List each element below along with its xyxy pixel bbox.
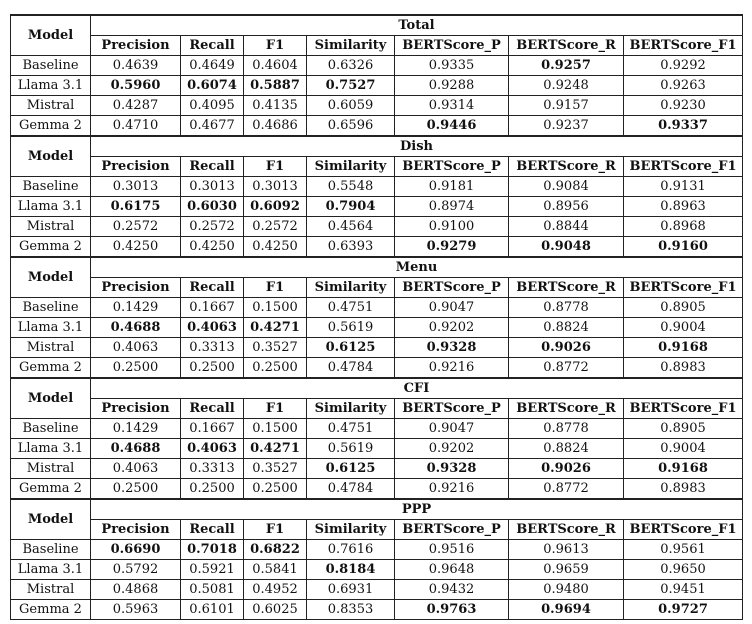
table-row (11, 217, 743, 237)
metric-cell: 0.6030 (181, 197, 244, 217)
model-name-cell: Gemma 2 (11, 479, 91, 500)
table-row (11, 298, 743, 318)
metric-cell: 0.9026 (509, 338, 624, 358)
metric-cell: 0.9026 (509, 459, 624, 479)
metric-cell: 0.1500 (244, 298, 307, 318)
metric-cell: 0.9181 (395, 177, 509, 197)
column-header-bertscore-p: BERTScore_P (395, 278, 509, 298)
metric-cell: 0.9650 (624, 560, 743, 580)
column-header-bertscore-f1: BERTScore_F1 (624, 520, 743, 540)
metric-cell: 0.4250 (91, 237, 181, 258)
section-title: PPP (91, 499, 743, 520)
metric-cell: 0.4784 (307, 479, 395, 500)
metric-cell: 0.6393 (307, 237, 395, 258)
metric-cell: 0.4952 (244, 580, 307, 600)
table-row (11, 419, 743, 439)
model-name-cell: Gemma 2 (11, 116, 91, 137)
table-row (11, 237, 743, 258)
metric-cell: 0.4063 (91, 459, 181, 479)
metric-cell: 0.2500 (244, 358, 307, 379)
metric-cell: 0.9263 (624, 76, 743, 96)
table-row (11, 459, 743, 479)
metric-cell: 0.9168 (624, 459, 743, 479)
column-header-bertscore-f1: BERTScore_F1 (624, 157, 743, 177)
metric-cell: 0.9216 (395, 358, 509, 379)
metric-cell: 0.9328 (395, 459, 509, 479)
metric-cell: 0.9288 (395, 76, 509, 96)
metric-cell: 0.7018 (181, 540, 244, 560)
metric-cell: 0.9202 (395, 439, 509, 459)
metric-cell: 0.9084 (509, 177, 624, 197)
column-header-bertscore-f1: BERTScore_F1 (624, 278, 743, 298)
metric-cell: 0.1500 (244, 419, 307, 439)
metric-cell: 0.7527 (307, 76, 395, 96)
metric-cell: 0.4686 (244, 116, 307, 137)
model-name-cell: Gemma 2 (11, 358, 91, 379)
metric-cell: 0.4649 (181, 56, 244, 76)
table-row (11, 560, 743, 580)
model-name-cell: Llama 3.1 (11, 318, 91, 338)
section-title: CFI (91, 378, 743, 399)
metric-cell: 0.9659 (509, 560, 624, 580)
model-column-header: Model (11, 499, 91, 540)
column-header-row (11, 520, 743, 540)
table-row (11, 56, 743, 76)
column-header-similarity: Similarity (307, 278, 395, 298)
metric-cell: 0.6931 (307, 580, 395, 600)
model-name-cell: Llama 3.1 (11, 560, 91, 580)
model-column-header: Model (11, 257, 91, 298)
metric-cell: 0.9335 (395, 56, 509, 76)
metric-cell: 0.9314 (395, 96, 509, 116)
column-header-recall: Recall (181, 278, 244, 298)
metric-cell: 0.9432 (395, 580, 509, 600)
metric-cell: 0.9480 (509, 580, 624, 600)
metric-cell: 0.8778 (509, 419, 624, 439)
column-header-row (11, 278, 743, 298)
model-name-cell: Mistral (11, 338, 91, 358)
model-name-cell: Baseline (11, 419, 91, 439)
metric-cell: 0.4604 (244, 56, 307, 76)
table-section-ppp (11, 499, 743, 620)
metric-cell: 0.5960 (91, 76, 181, 96)
metric-cell: 0.9004 (624, 318, 743, 338)
metric-cell: 0.2500 (244, 479, 307, 500)
metric-cell: 0.9446 (395, 116, 509, 137)
column-header-f1: F1 (244, 520, 307, 540)
metric-cell: 0.9516 (395, 540, 509, 560)
metric-cell: 0.9202 (395, 318, 509, 338)
metric-cell: 0.4287 (91, 96, 181, 116)
metric-cell: 0.6125 (307, 459, 395, 479)
metric-cell: 0.4135 (244, 96, 307, 116)
column-header-precision: Precision (91, 36, 181, 56)
column-header-f1: F1 (244, 157, 307, 177)
section-title-row (11, 257, 743, 278)
metric-cell: 0.4751 (307, 419, 395, 439)
metric-cell: 0.9237 (509, 116, 624, 137)
metric-cell: 0.4063 (181, 318, 244, 338)
results-table-container (10, 14, 743, 620)
model-column-header: Model (11, 136, 91, 177)
metric-cell: 0.4784 (307, 358, 395, 379)
metric-cell: 0.9727 (624, 600, 743, 620)
metric-cell: 0.3313 (181, 459, 244, 479)
column-header-f1: F1 (244, 399, 307, 419)
model-column-header: Model (11, 15, 91, 56)
column-header-recall: Recall (181, 157, 244, 177)
metric-cell: 0.8844 (509, 217, 624, 237)
table-row (11, 439, 743, 459)
table-section-cfi (11, 378, 743, 499)
column-header-precision: Precision (91, 157, 181, 177)
table-row (11, 197, 743, 217)
section-title: Total (91, 15, 743, 36)
metric-cell: 0.4751 (307, 298, 395, 318)
column-header-recall: Recall (181, 520, 244, 540)
table-row (11, 96, 743, 116)
metric-cell: 0.9279 (395, 237, 509, 258)
metric-cell: 0.9292 (624, 56, 743, 76)
metric-cell: 0.5548 (307, 177, 395, 197)
metric-cell: 0.9328 (395, 338, 509, 358)
metric-cell: 0.2572 (91, 217, 181, 237)
metric-cell: 0.8184 (307, 560, 395, 580)
metric-cell: 0.1429 (91, 298, 181, 318)
metric-cell: 0.8778 (509, 298, 624, 318)
column-header-precision: Precision (91, 520, 181, 540)
metric-cell: 0.3313 (181, 338, 244, 358)
metric-cell: 0.5921 (181, 560, 244, 580)
metric-cell: 0.6092 (244, 197, 307, 217)
metric-cell: 0.1429 (91, 419, 181, 439)
column-header-bertscore-f1: BERTScore_F1 (624, 36, 743, 56)
metric-cell: 0.3013 (181, 177, 244, 197)
metric-cell: 0.8974 (395, 197, 509, 217)
metric-cell: 0.7616 (307, 540, 395, 560)
model-name-cell: Mistral (11, 459, 91, 479)
metric-cell: 0.9100 (395, 217, 509, 237)
metric-cell: 0.8772 (509, 479, 624, 500)
metric-cell: 0.4639 (91, 56, 181, 76)
model-name-cell: Baseline (11, 298, 91, 318)
metric-cell: 0.4677 (181, 116, 244, 137)
column-header-similarity: Similarity (307, 520, 395, 540)
column-header-row (11, 399, 743, 419)
column-header-row (11, 36, 743, 56)
metric-cell: 0.9168 (624, 338, 743, 358)
column-header-bertscore-p: BERTScore_P (395, 520, 509, 540)
metric-cell: 0.6175 (91, 197, 181, 217)
table-row (11, 580, 743, 600)
table-row (11, 479, 743, 500)
section-title-row (11, 136, 743, 157)
column-header-similarity: Similarity (307, 36, 395, 56)
metric-cell: 0.4271 (244, 439, 307, 459)
metric-cell: 0.6822 (244, 540, 307, 560)
metric-cell: 0.5619 (307, 439, 395, 459)
column-header-bertscore-r: BERTScore_R (509, 520, 624, 540)
metric-cell: 0.2572 (244, 217, 307, 237)
metric-cell: 0.5081 (181, 580, 244, 600)
metric-cell: 0.2500 (181, 358, 244, 379)
table-section-menu (11, 257, 743, 378)
column-header-precision: Precision (91, 399, 181, 419)
metric-cell: 0.7904 (307, 197, 395, 217)
column-header-similarity: Similarity (307, 399, 395, 419)
section-title: Menu (91, 257, 743, 278)
metric-cell: 0.1667 (181, 419, 244, 439)
metric-cell: 0.8353 (307, 600, 395, 620)
section-title: Dish (91, 136, 743, 157)
model-name-cell: Llama 3.1 (11, 439, 91, 459)
metric-cell: 0.9047 (395, 298, 509, 318)
metric-cell: 0.3527 (244, 338, 307, 358)
model-name-cell: Mistral (11, 217, 91, 237)
metric-cell: 0.6101 (181, 600, 244, 620)
table-row (11, 177, 743, 197)
model-name-cell: Baseline (11, 540, 91, 560)
column-header-bertscore-p: BERTScore_P (395, 399, 509, 419)
table-section-total (11, 15, 743, 136)
metric-cell: 0.8905 (624, 298, 743, 318)
metric-cell: 0.6059 (307, 96, 395, 116)
metric-cell: 0.8772 (509, 358, 624, 379)
metric-cell: 0.9648 (395, 560, 509, 580)
metric-cell: 0.2572 (181, 217, 244, 237)
column-header-row (11, 157, 743, 177)
model-name-cell: Mistral (11, 580, 91, 600)
table-section-dish (11, 136, 743, 257)
column-header-bertscore-r: BERTScore_R (509, 157, 624, 177)
column-header-similarity: Similarity (307, 157, 395, 177)
metric-cell: 0.9216 (395, 479, 509, 500)
metric-cell: 0.6125 (307, 338, 395, 358)
metric-cell: 0.4868 (91, 580, 181, 600)
metric-cell: 0.3013 (244, 177, 307, 197)
metric-cell: 0.4250 (244, 237, 307, 258)
section-title-row (11, 15, 743, 36)
metric-cell: 0.9763 (395, 600, 509, 620)
column-header-bertscore-p: BERTScore_P (395, 157, 509, 177)
metric-cell: 0.8905 (624, 419, 743, 439)
metric-cell: 0.4095 (181, 96, 244, 116)
metric-cell: 0.6326 (307, 56, 395, 76)
metric-cell: 0.8983 (624, 479, 743, 500)
metric-cell: 0.9451 (624, 580, 743, 600)
model-name-cell: Gemma 2 (11, 237, 91, 258)
results-table (10, 14, 743, 620)
model-name-cell: Mistral (11, 96, 91, 116)
metric-cell: 0.5887 (244, 76, 307, 96)
column-header-bertscore-r: BERTScore_R (509, 278, 624, 298)
metric-cell: 0.8963 (624, 197, 743, 217)
metric-cell: 0.9230 (624, 96, 743, 116)
metric-cell: 0.4063 (91, 338, 181, 358)
column-header-precision: Precision (91, 278, 181, 298)
model-name-cell: Baseline (11, 177, 91, 197)
metric-cell: 0.1667 (181, 298, 244, 318)
metric-cell: 0.4688 (91, 439, 181, 459)
table-row (11, 116, 743, 137)
metric-cell: 0.5792 (91, 560, 181, 580)
metric-cell: 0.9157 (509, 96, 624, 116)
table-row (11, 600, 743, 620)
table-row (11, 358, 743, 379)
model-name-cell: Llama 3.1 (11, 197, 91, 217)
metric-cell: 0.8968 (624, 217, 743, 237)
metric-cell: 0.5619 (307, 318, 395, 338)
metric-cell: 0.4688 (91, 318, 181, 338)
metric-cell: 0.9561 (624, 540, 743, 560)
metric-cell: 0.6596 (307, 116, 395, 137)
metric-cell: 0.9047 (395, 419, 509, 439)
metric-cell: 0.9048 (509, 237, 624, 258)
column-header-f1: F1 (244, 278, 307, 298)
metric-cell: 0.5963 (91, 600, 181, 620)
column-header-bertscore-r: BERTScore_R (509, 399, 624, 419)
column-header-bertscore-f1: BERTScore_F1 (624, 399, 743, 419)
metric-cell: 0.9337 (624, 116, 743, 137)
metric-cell: 0.4710 (91, 116, 181, 137)
metric-cell: 0.4063 (181, 439, 244, 459)
metric-cell: 0.3527 (244, 459, 307, 479)
metric-cell: 0.9248 (509, 76, 624, 96)
model-name-cell: Llama 3.1 (11, 76, 91, 96)
section-title-row (11, 378, 743, 399)
metric-cell: 0.9160 (624, 237, 743, 258)
metric-cell: 0.9694 (509, 600, 624, 620)
column-header-recall: Recall (181, 36, 244, 56)
metric-cell: 0.9257 (509, 56, 624, 76)
metric-cell: 0.8824 (509, 318, 624, 338)
metric-cell: 0.4250 (181, 237, 244, 258)
metric-cell: 0.4564 (307, 217, 395, 237)
model-column-header: Model (11, 378, 91, 419)
table-row (11, 338, 743, 358)
column-header-f1: F1 (244, 36, 307, 56)
model-name-cell: Baseline (11, 56, 91, 76)
metric-cell: 0.4271 (244, 318, 307, 338)
metric-cell: 0.8824 (509, 439, 624, 459)
table-row (11, 76, 743, 96)
metric-cell: 0.3013 (91, 177, 181, 197)
table-row (11, 318, 743, 338)
metric-cell: 0.5841 (244, 560, 307, 580)
section-title-row (11, 499, 743, 520)
model-name-cell: Gemma 2 (11, 600, 91, 620)
metric-cell: 0.6074 (181, 76, 244, 96)
metric-cell: 0.8956 (509, 197, 624, 217)
metric-cell: 0.9004 (624, 439, 743, 459)
metric-cell: 0.6025 (244, 600, 307, 620)
metric-cell: 0.9613 (509, 540, 624, 560)
column-header-bertscore-r: BERTScore_R (509, 36, 624, 56)
metric-cell: 0.6690 (91, 540, 181, 560)
metric-cell: 0.9131 (624, 177, 743, 197)
metric-cell: 0.8983 (624, 358, 743, 379)
metric-cell: 0.2500 (91, 479, 181, 500)
table-row (11, 540, 743, 560)
column-header-recall: Recall (181, 399, 244, 419)
column-header-bertscore-p: BERTScore_P (395, 36, 509, 56)
metric-cell: 0.2500 (91, 358, 181, 379)
metric-cell: 0.2500 (181, 479, 244, 500)
